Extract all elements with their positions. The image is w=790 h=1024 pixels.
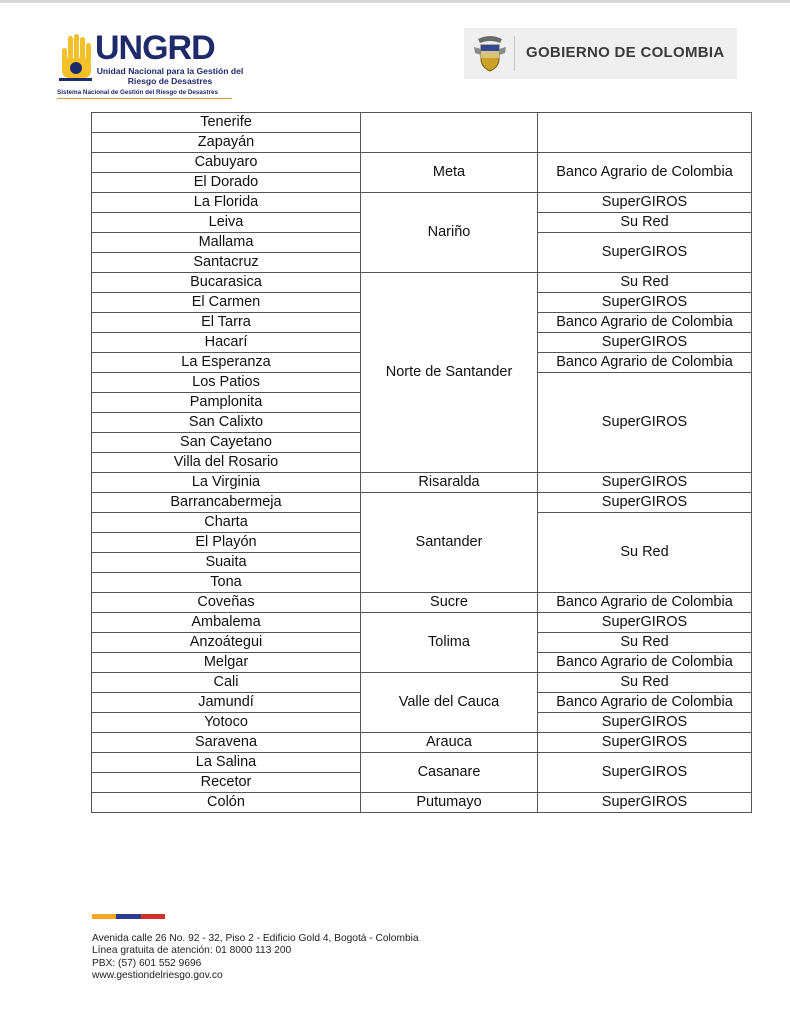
operator-cell: SuperGIROS bbox=[538, 493, 752, 513]
operator-cell: SuperGIROS bbox=[538, 753, 752, 793]
municipality-cell: Cabuyaro bbox=[92, 153, 361, 173]
operator-cell: Banco Agrario de Colombia bbox=[538, 653, 752, 673]
footer-website-link[interactable]: www.gestiondelriesgo.gov.co bbox=[92, 970, 223, 982]
table-row bbox=[92, 673, 752, 693]
footer-address: Avenida calle 26 No. 92 - 32, Piso 2 - Edificio Gold 4, Bogotá - Colombia bbox=[92, 933, 419, 944]
footer-contact bbox=[92, 933, 419, 983]
table-row bbox=[92, 793, 752, 813]
department-cell: Meta bbox=[361, 153, 538, 193]
table-row bbox=[92, 193, 752, 213]
ungrd-wordmark: UNGRD bbox=[95, 29, 215, 67]
operator-cell: SuperGIROS bbox=[538, 713, 752, 733]
top-border bbox=[0, 0, 790, 3]
stripe-segment bbox=[141, 914, 165, 919]
municipality-cell: Los Patios bbox=[92, 373, 361, 393]
department-cell: Risaralda bbox=[361, 473, 538, 493]
gobierno-label: GOBIERNO DE COLOMBIA bbox=[526, 44, 725, 61]
logo-underline bbox=[57, 98, 232, 99]
operator-cell: SuperGIROS bbox=[538, 613, 752, 633]
operator-cell bbox=[538, 113, 752, 153]
municipality-cell: Jamundí bbox=[92, 693, 361, 713]
municipality-cell: Bucarasica bbox=[92, 273, 361, 293]
municipality-cell: Barrancabermeja bbox=[92, 493, 361, 513]
operator-cell: SuperGIROS bbox=[538, 733, 752, 753]
table-row bbox=[92, 153, 752, 173]
municipality-cell: Cali bbox=[92, 673, 361, 693]
municipality-cell: San Cayetano bbox=[92, 433, 361, 453]
department-cell: Arauca bbox=[361, 733, 538, 753]
operator-cell: SuperGIROS bbox=[538, 373, 752, 473]
stripe-segment bbox=[116, 914, 141, 919]
department-cell: Santander bbox=[361, 493, 538, 593]
operator-cell: SuperGIROS bbox=[538, 333, 752, 353]
municipality-cell: Suaita bbox=[92, 553, 361, 573]
table-row bbox=[92, 733, 752, 753]
municipality-cell: La Salina bbox=[92, 753, 361, 773]
municipality-cell: Pamplonita bbox=[92, 393, 361, 413]
operator-cell: Su Red bbox=[538, 633, 752, 653]
operator-cell: Banco Agrario de Colombia bbox=[538, 593, 752, 613]
table-row bbox=[92, 273, 752, 293]
municipality-table bbox=[91, 112, 752, 813]
hand-emblem-icon bbox=[57, 32, 93, 84]
footer-hotline: Línea gratuita de atención: 01 8000 113 200 bbox=[92, 945, 292, 957]
municipality-cell: San Calixto bbox=[92, 413, 361, 433]
operator-cell: Banco Agrario de Colombia bbox=[538, 693, 752, 713]
operator-cell: SuperGIROS bbox=[538, 193, 752, 213]
municipality-cell: Colón bbox=[92, 793, 361, 813]
municipality-cell: Hacarí bbox=[92, 333, 361, 353]
operator-cell: Su Red bbox=[538, 673, 752, 693]
department-cell: Tolima bbox=[361, 613, 538, 673]
operator-cell: SuperGIROS bbox=[538, 293, 752, 313]
municipality-cell: La Esperanza bbox=[92, 353, 361, 373]
municipality-cell: Anzoátegui bbox=[92, 633, 361, 653]
municipality-cell: Mallama bbox=[92, 233, 361, 253]
department-cell: Sucre bbox=[361, 593, 538, 613]
operator-cell: Su Red bbox=[538, 213, 752, 233]
municipality-cell: Melgar bbox=[92, 653, 361, 673]
municipality-cell: El Playón bbox=[92, 533, 361, 553]
operator-cell: Banco Agrario de Colombia bbox=[538, 313, 752, 333]
operator-cell: Banco Agrario de Colombia bbox=[538, 353, 752, 373]
municipality-cell: La Virginia bbox=[92, 473, 361, 493]
table-row bbox=[92, 613, 752, 633]
operator-cell: Su Red bbox=[538, 513, 752, 593]
municipality-cell: El Carmen bbox=[92, 293, 361, 313]
municipality-cell: Coveñas bbox=[92, 593, 361, 613]
operator-cell: SuperGIROS bbox=[538, 473, 752, 493]
operator-cell: SuperGIROS bbox=[538, 233, 752, 273]
stripe-segment bbox=[92, 914, 116, 919]
municipality-cell: Recetor bbox=[92, 773, 361, 793]
municipality-cell: Ambalema bbox=[92, 613, 361, 633]
operator-cell: Su Red bbox=[538, 273, 752, 293]
department-cell: Norte de Santander bbox=[361, 273, 538, 473]
municipality-cell: Yotoco bbox=[92, 713, 361, 733]
municipality-cell: Zapayán bbox=[92, 133, 361, 153]
municipality-cell: Charta bbox=[92, 513, 361, 533]
table-row bbox=[92, 473, 752, 493]
department-cell: Putumayo bbox=[361, 793, 538, 813]
municipality-cell: La Florida bbox=[92, 193, 361, 213]
ungrd-system-name: Sistema Nacional de Gestión del Riesgo de Desastres bbox=[57, 89, 218, 96]
municipality-cell: Santacruz bbox=[92, 253, 361, 273]
table-row bbox=[92, 593, 752, 613]
badge-separator bbox=[514, 36, 515, 71]
footer-pbx: PBX: (57) 601 552 9696 bbox=[92, 957, 202, 969]
operator-cell: Banco Agrario de Colombia bbox=[538, 153, 752, 193]
municipality-cell: El Tarra bbox=[92, 313, 361, 333]
municipality-cell: Tona bbox=[92, 573, 361, 593]
municipality-cell: Leiva bbox=[92, 213, 361, 233]
department-cell: Valle del Cauca bbox=[361, 673, 538, 733]
coat-of-arms-icon bbox=[470, 33, 510, 75]
municipality-cell: El Dorado bbox=[92, 173, 361, 193]
municipality-cell: Villa del Rosario bbox=[92, 453, 361, 473]
color-stripe bbox=[92, 914, 165, 919]
department-cell: Nariño bbox=[361, 193, 538, 273]
gobierno-badge bbox=[464, 28, 737, 79]
table-row bbox=[92, 493, 752, 513]
table-row bbox=[92, 753, 752, 773]
municipality-cell: Saravena bbox=[92, 733, 361, 753]
ungrd-logo bbox=[57, 29, 244, 100]
municipality-cell: Tenerife bbox=[92, 113, 361, 133]
department-cell: Casanare bbox=[361, 753, 538, 793]
table-row bbox=[92, 113, 752, 133]
department-cell bbox=[361, 113, 538, 153]
operator-cell: SuperGIROS bbox=[538, 793, 752, 813]
ungrd-subtitle: Unidad Nacional para la Gestión del Riesgo de Desastres bbox=[96, 66, 244, 86]
